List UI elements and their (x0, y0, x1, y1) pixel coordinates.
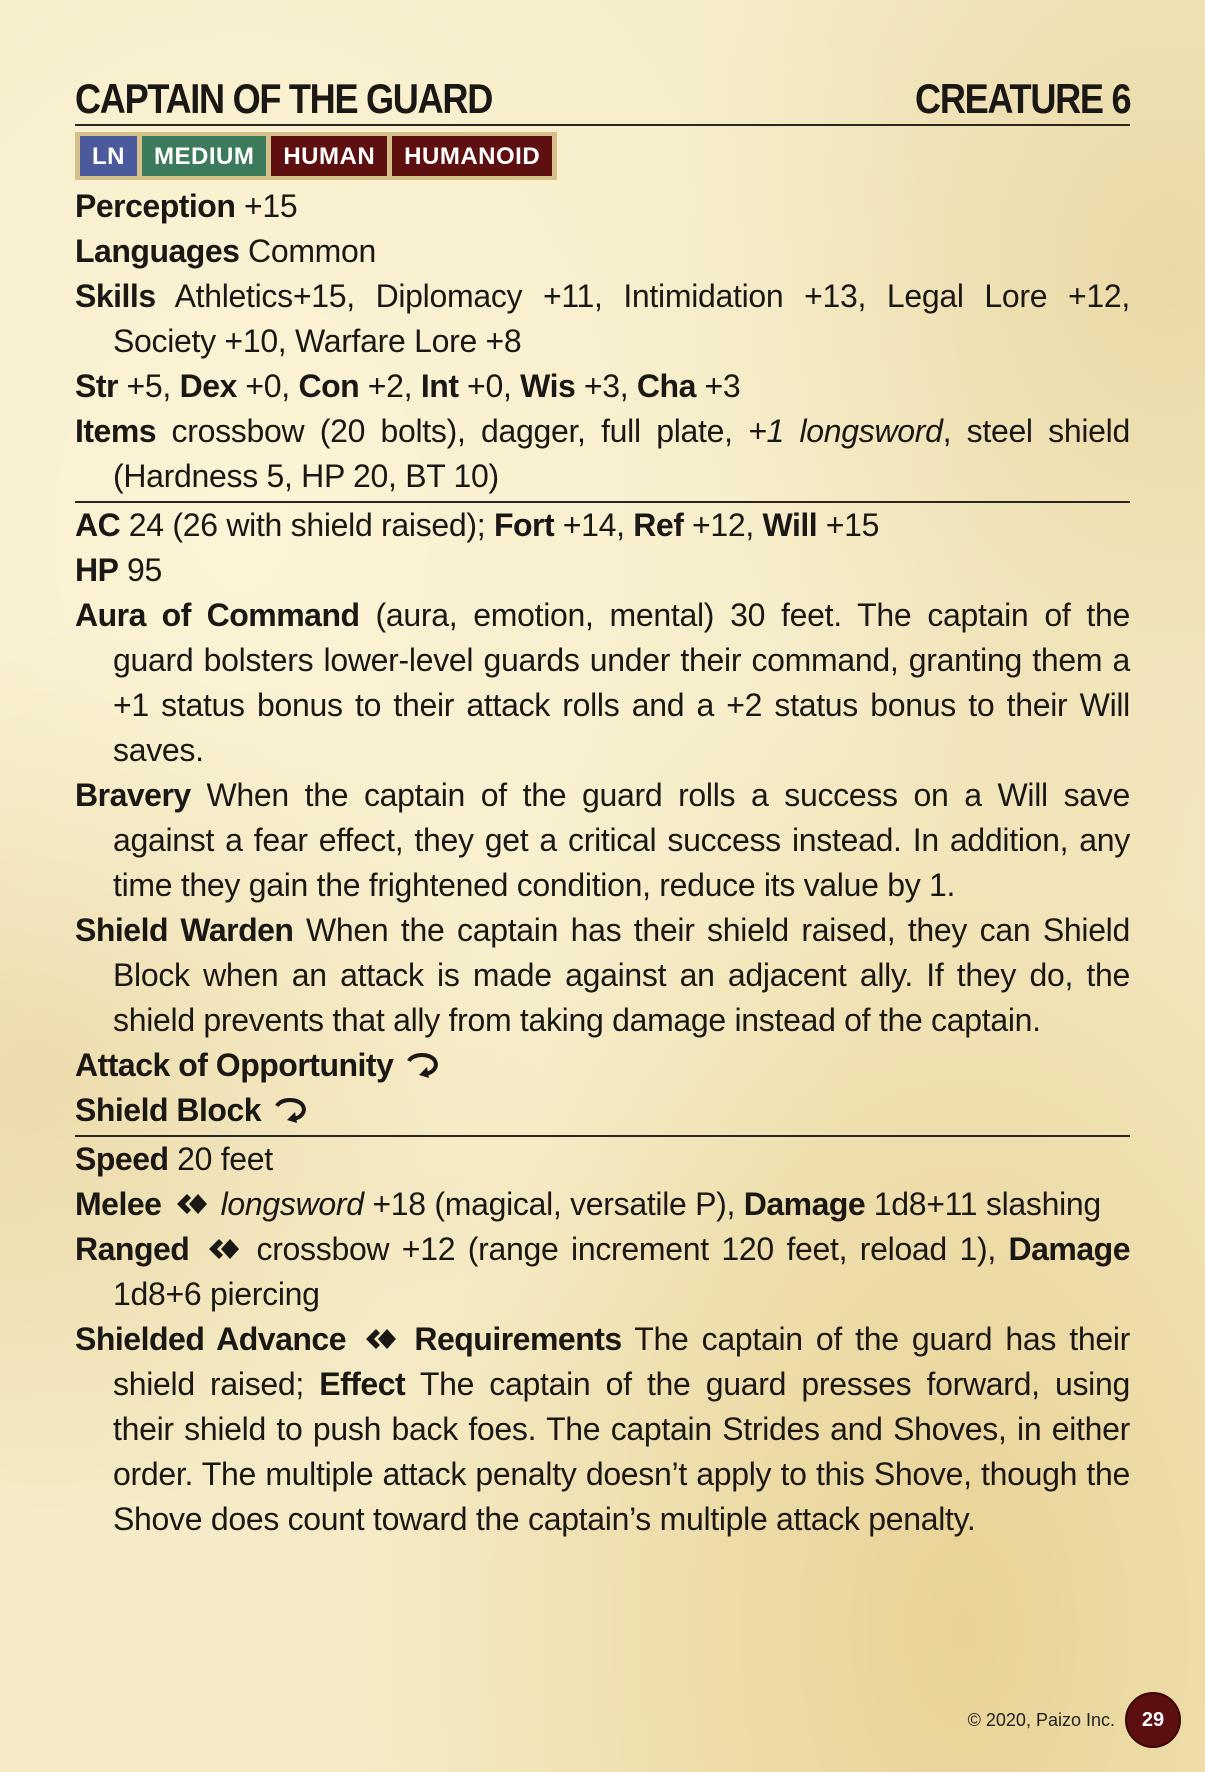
dex-label: Dex (179, 368, 237, 404)
cha-label: Cha (636, 368, 696, 404)
aoo-label: Attack of Opportunity (75, 1047, 394, 1083)
melee-strike-line (75, 1182, 1130, 1227)
single-action-icon (205, 1235, 241, 1263)
con-label: Con (298, 368, 360, 404)
dex-value: +0, (236, 368, 299, 404)
speed-label: Speed (75, 1141, 169, 1177)
ac-value: 24 (26 with shield raised); (120, 507, 494, 543)
shielded-advance-label: Shielded Advance (75, 1321, 347, 1357)
ranged-damage-label: Damage (1008, 1231, 1131, 1267)
copyright: © 2020, Paizo Inc. (967, 1709, 1115, 1730)
will-label: Will (762, 507, 818, 543)
trait-size: MEDIUM (142, 136, 266, 176)
trait-human: HUMAN (271, 136, 387, 176)
melee-weapon: longsword (220, 1186, 364, 1222)
creature-level: CREATURE 6 (914, 75, 1130, 122)
languages-line (75, 229, 1130, 274)
stat-block (75, 72, 1130, 1542)
melee-label: Melee (75, 1186, 162, 1222)
speed-value: 20 feet (168, 1141, 273, 1177)
perception-line (75, 184, 1130, 229)
offense-section (75, 1137, 1130, 1542)
wis-value: +3, (575, 368, 637, 404)
trait-alignment: LN (80, 136, 137, 176)
creature-name: CAPTAIN OF THE GUARD (75, 75, 492, 122)
trait-humanoid: HUMANOID (392, 136, 552, 176)
perception-value: +15 (235, 188, 298, 224)
cha-value: +3 (695, 368, 741, 404)
skills-line (75, 274, 1130, 364)
defenses-line (75, 503, 1130, 548)
items-magic-weapon: +1 longsword (748, 413, 943, 449)
page-footer (968, 1692, 1181, 1748)
aura-text: (aura, emotion, mental) 30 feet. The captain of the guard bolsters lower-level guards under their command, granting them a +1 status bonus to their attack rolls and a +2 status bonus to their Will saves. (113, 597, 1131, 768)
ranged-damage-value: 1d8+6 piercing (113, 1276, 320, 1312)
int-label: Int (420, 368, 459, 404)
general-section (75, 184, 1130, 499)
languages-label: Languages (75, 233, 240, 269)
bravery-label: Bravery (75, 777, 191, 813)
items-text-2: , steel shield (Hardness 5, HP 20, BT 10) (113, 413, 1130, 494)
con-value: +2, (359, 368, 421, 404)
ranged-text: crossbow +12 (range increment 120 feet, reload 1), (243, 1231, 1009, 1267)
int-value: +0, (458, 368, 521, 404)
str-label: Str (75, 368, 118, 404)
str-value: +5, (117, 368, 180, 404)
perception-label: Perception (75, 188, 236, 224)
shield-warden-label: Shield Warden (75, 912, 294, 948)
hp-label: HP (75, 552, 119, 588)
will-value: +15 (817, 507, 880, 543)
single-action-icon (362, 1325, 398, 1353)
requirements-label: Requirements (414, 1321, 622, 1357)
skills-value: Athletics+15, Diplomacy +11, Intimidation +13, Legal Lore +12, Society +10, Warfare Lore +8 (113, 278, 1130, 359)
page-number: 29 (1125, 1692, 1181, 1748)
shielded-advance-line (75, 1317, 1130, 1542)
reaction-icon (405, 1051, 441, 1079)
languages-value: Common (239, 233, 377, 269)
requirements-text: The captain of the guard has their shield raised; (113, 1321, 1130, 1402)
shield-block-line (75, 1088, 1130, 1133)
shield-block-label: Shield Block (75, 1092, 262, 1128)
trait-row (75, 132, 557, 180)
ability-scores-line (75, 364, 1130, 409)
shield-warden-text: When the captain has their shield raised, they can Shield Block when an attack is made against an adjacent ally. If they do, the shield prevents that ally from taking damage instead of the captain. (113, 912, 1130, 1038)
effect-text: The captain of the guard presses forward, using their shield to push back foes. The captain Strides and Shoves, in either order. The multiple attack penalty doesn’t apply to this Shove, though the Shove does count toward the captain’s multiple attack penalty. (113, 1366, 1130, 1537)
hp-value: 95 (118, 552, 163, 588)
bravery-line (75, 773, 1130, 908)
stat-block-header (75, 72, 1130, 126)
wis-label: Wis (520, 368, 576, 404)
defense-section (75, 503, 1130, 1133)
fort-label: Fort (493, 507, 555, 543)
ref-label: Ref (633, 507, 684, 543)
ranged-strike-line (75, 1227, 1130, 1317)
ac-label: AC (75, 507, 121, 543)
single-action-icon (173, 1190, 209, 1218)
aura-line (75, 593, 1130, 773)
effect-label: Effect (319, 1366, 406, 1402)
shield-warden-line (75, 908, 1130, 1043)
melee-damage-value: 1d8+11 slashing (865, 1186, 1101, 1222)
items-text-1: crossbow (20 bolts), dagger, full plate, (156, 413, 749, 449)
attack-of-opportunity-line (75, 1043, 1130, 1088)
ref-value: +12, (683, 507, 763, 543)
hp-line (75, 548, 1130, 593)
aura-label: Aura of Command (75, 597, 360, 633)
ranged-label: Ranged (75, 1231, 190, 1267)
melee-damage-label: Damage (743, 1186, 866, 1222)
melee-text: +18 (magical, versatile P), (363, 1186, 744, 1222)
speed-line (75, 1137, 1130, 1182)
items-label: Items (75, 413, 157, 449)
reaction-icon (273, 1096, 309, 1124)
skills-label: Skills (75, 278, 156, 314)
fort-value: +14, (554, 507, 634, 543)
items-line (75, 409, 1130, 499)
bravery-text: When the captain of the guard rolls a success on a Will save against a fear effect, they get a critical success instead. In addition, any time they gain the frightened condition, reduce its value by 1. (113, 777, 1130, 903)
